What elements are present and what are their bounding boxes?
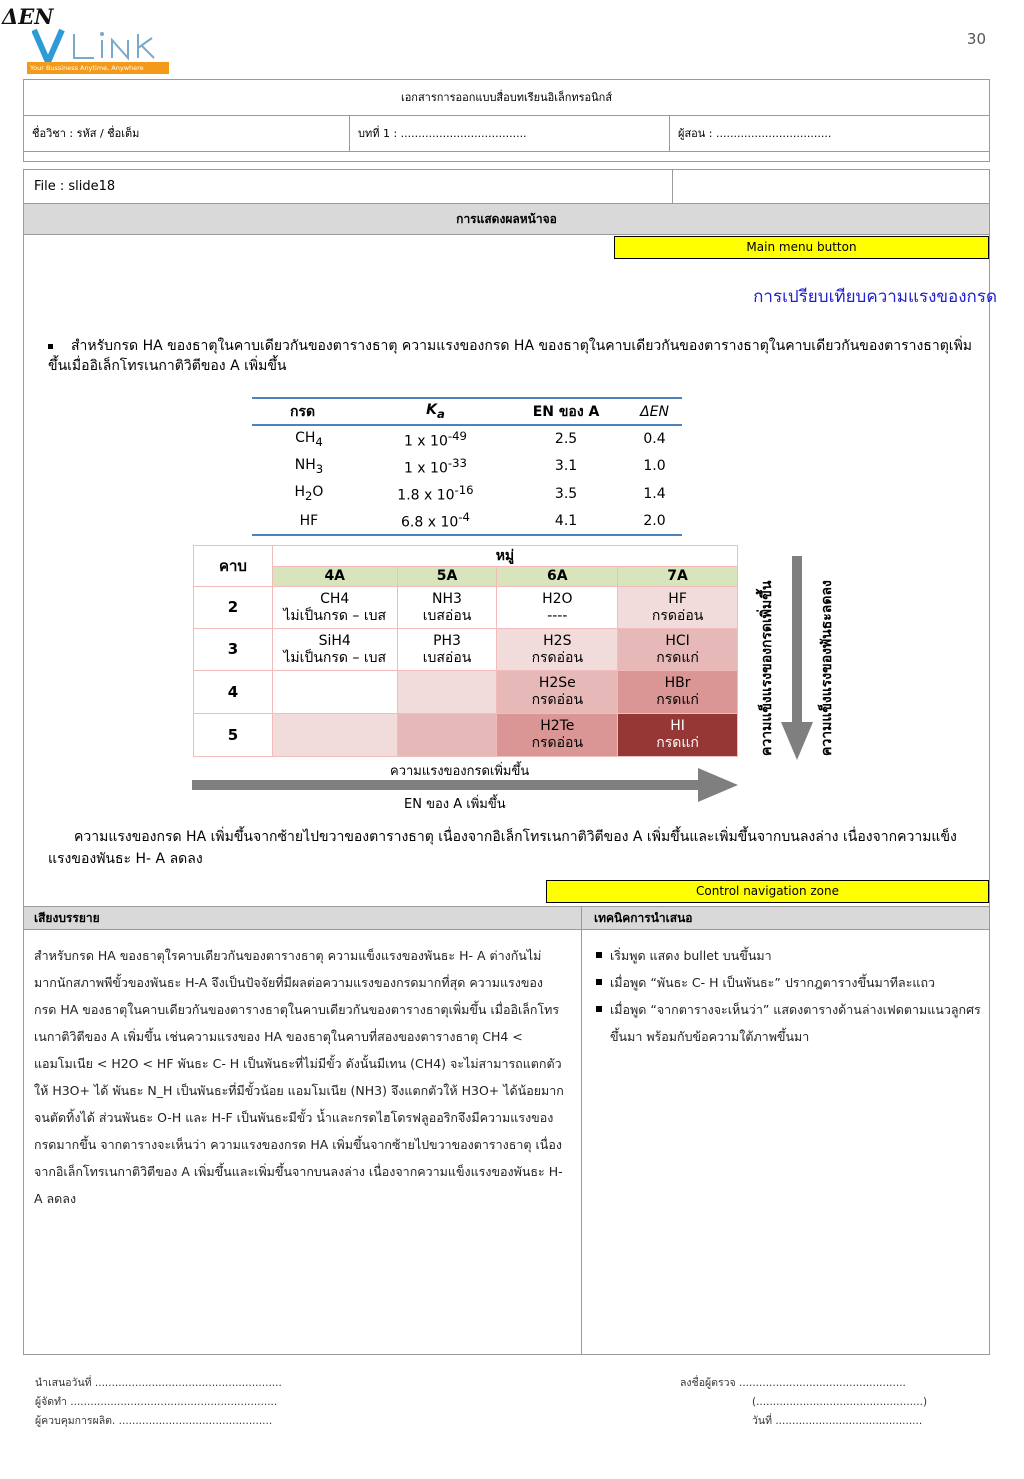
course-field: ชื่อวิชา : รหัส / ชื่อเต็ม <box>32 127 140 140</box>
header-delta-en: ΔEN <box>627 398 682 425</box>
instructor-field: ผู้สอน : ................................. <box>669 116 989 152</box>
file-label: File : slide18 <box>34 179 116 194</box>
file-row <box>24 170 989 204</box>
screen-heading: การแสดงผลหน้าจอ <box>24 204 989 235</box>
document-info-table <box>23 79 990 162</box>
divider <box>672 170 673 204</box>
table-row: $H_2O$ 1.8 x $10^{-16}$ 3.5 1.4 <box>294 483 666 505</box>
footer-left <box>35 1374 282 1431</box>
period-header: คาบ <box>194 546 273 587</box>
periodic-trend-grid <box>193 545 738 757</box>
arrow-bottom-label: EN ของ A เพิ่มขึ้น <box>404 797 506 812</box>
technique-list <box>594 942 984 1050</box>
technique-item: เริ่มพูด แสดง bullet บนขึ้นมา <box>594 942 984 969</box>
header-acid: กรด <box>252 398 366 425</box>
producer-field: ผู้จัดทำ .............................................................. <box>35 1396 278 1408</box>
group-header: หมู่ <box>272 546 737 567</box>
table-row: 4 H2Se กรดอ่อน HBr กรดแก่ <box>194 671 738 714</box>
vertical-label-bond-strength: ความแข็งแรงของพันธะลดลง <box>819 580 835 756</box>
vertical-label-acid-strength: ความแข็งแรงของกรดเพิ่มขึ้น <box>759 580 775 756</box>
narration-heading: เสียงบรรยาย <box>34 911 100 925</box>
supervisor-field: ผู้ควบคุมการผลิต. .............................................. <box>35 1415 273 1427</box>
page-number: 30 <box>966 30 986 48</box>
arrow-down-icon <box>780 556 814 762</box>
group-label: 7A <box>618 567 738 587</box>
group-label: 6A <box>497 567 618 587</box>
conclusion-text: ความแรงของกรด HA เพิ่มขึ้นจากซ้ายไปขวาของตารางธาตุ เนื่องจากอิเล็กโทรเนกาติวิตีของ A เพิ่มขึ้นและเพิ่มขึ้นจากบนลงล่าง เนื่องจากความแข็งแรงของพันธะ H- A ลดลง <box>48 829 957 867</box>
group-label: 4A <box>272 567 397 587</box>
document-title: เอกสารการออกแบบสื่อบทเรียนอิเล็กทรอนิกส์ <box>24 80 989 116</box>
technique-item: เมื่อพูด “พันธะ C- H เป็นพันธะ” ปรากฎตารางขึ้นมาทีละแถว <box>594 969 984 996</box>
header-ka: $K_a$ <box>366 398 505 425</box>
header-en: EN ของ A <box>505 398 627 425</box>
divider <box>581 906 582 1355</box>
chapter-field: บทที่ 1 : .................................... <box>349 116 669 152</box>
technique-heading: เทคนิคการนำเสนอ <box>594 911 693 925</box>
narration-header-bar <box>24 906 989 930</box>
technique-item: เมื่อพูด “จากตารางจะเห็นว่า” แสดงตารางด้านล่างเฟดตามแนวลูกศรขึ้นมา พร้อมกับข้อความใต้ภาพขึ้นมา <box>594 996 984 1050</box>
table-row: $CH_4$ 1 x $10^{-49}$ 2.5 0.4 <box>295 428 666 450</box>
table-row: $NH_3$ 1 x $10^{-33}$ 3.1 1.0 <box>294 455 666 477</box>
bullet-icon <box>48 344 53 349</box>
main-menu-button[interactable]: Main menu button <box>614 236 989 259</box>
checker-name-field: (..................................................) <box>752 1396 928 1408</box>
narration-text: สำหรับกรด HA ของธาตุใรคาบเดียวกันของตารางธาตุ ความแข็งแรงของพันธะ H- A ต่างกันไม่มากนักสภาพพีขั้วของพันธะ H-A จึงเป็นปัจจัยที่มีผลต่อความแรงของกรดมากที่สุด ความแรงของกรด HA ของธาตุในคาบเดียวกันของตารางธาตุในคาบเดียวกันของตารางธาตุเพิ่มขึ้น เมื่ออิเล็กโทรเนกาติวิตีของ A เพิ่มขึ้น เช่นความแรงของ HA ของธาตุในคาบที่สองของตารางธาตุ CH4 < แอมโมเนีย < H2O < HF พันธะ C- H เป็นพันธะที่ไม่มีขั้ว ดังนั้นมีเทน (CH4) จะไม่สามารถแตกตัวให้ H3O+ ได้ พันธะ N_H เป็นพันธะที่มีขั้วน้อย แอมโมเนีย (NH3) จึงแตกตัวให้ H3O+ ได้น้อยมากจนตัดทิ้งได้ ส่วนพันธะ O-H และ H-F เป็นพันธะมีขั้ว น้ำและกรดไฮโดรฟลูออริกจึงมีความแรงของกรดมากขึ้น จากตารางจะเห็นว่า ความแรงของกรด HA เพิ่มขึ้นจากซ้ายไปขวาของตารางธาตุ เนื่องจากอิเล็กโทรเนกาติวิตีของ A เพิ่มขึ้นและเพิ่มขึ้นจากบนลงล่าง เนื่องจากความแข็งแรงของพันธะ H- A ลดลง <box>34 948 564 1206</box>
bullet-text: สำหรับกรด HA ของธาตุในคาบเดียวกันของตารางธาตุ ความแรงของกรด HA ของธาตุในคาบเดียวกันของตารางธาตุในคาบเดียวกันของตารางธาตุเพิ่มขึ้นเมื่ออิเล็กโทรเนกาติวิตีของ A เพิ่มขึ้น <box>48 338 973 374</box>
table-row: 3 SiH4 ไม่เป็นกรด – เบส PH3 เบสอ่อน H2S กรดอ่อน HCI กรดแก่ <box>194 629 738 671</box>
presented-date-field: นำเสนอวันที่ ........................................................ <box>35 1377 282 1389</box>
bullet-point <box>48 336 978 376</box>
check-date-field: วันที่ ............................................ <box>752 1415 923 1427</box>
checker-signature-field: ลงชื่อผู้ตรวจ .................................................. <box>680 1377 906 1389</box>
footer-right <box>680 1374 927 1431</box>
table-row: HF 6.8 x $10^{-4}$ 4.1 2.0 <box>252 508 682 536</box>
slide-title: การเปรียบเทียบความแรงของกรด <box>753 287 997 307</box>
logo-delta-text: ΔEN <box>2 4 54 29</box>
table-row: 2 CH4 ไม่เป็นกรด – เบส NH3 เบสอ่อน H2O ---- HF กรดอ่อน <box>194 587 738 629</box>
control-navigation-zone[interactable]: Control navigation zone <box>546 880 989 903</box>
logo-tagline: Your Bussiness Anytime, Anywhere <box>27 62 169 74</box>
arrow-top-label: ความแรงของกรดเพิ่มขึ้น <box>390 764 530 779</box>
table-row: 5 H2Te กรดอ่อน HI กรดแก่ <box>194 714 738 757</box>
document-info-row <box>24 116 989 152</box>
group-label: 5A <box>397 567 497 587</box>
ka-comparison-table <box>252 397 682 536</box>
